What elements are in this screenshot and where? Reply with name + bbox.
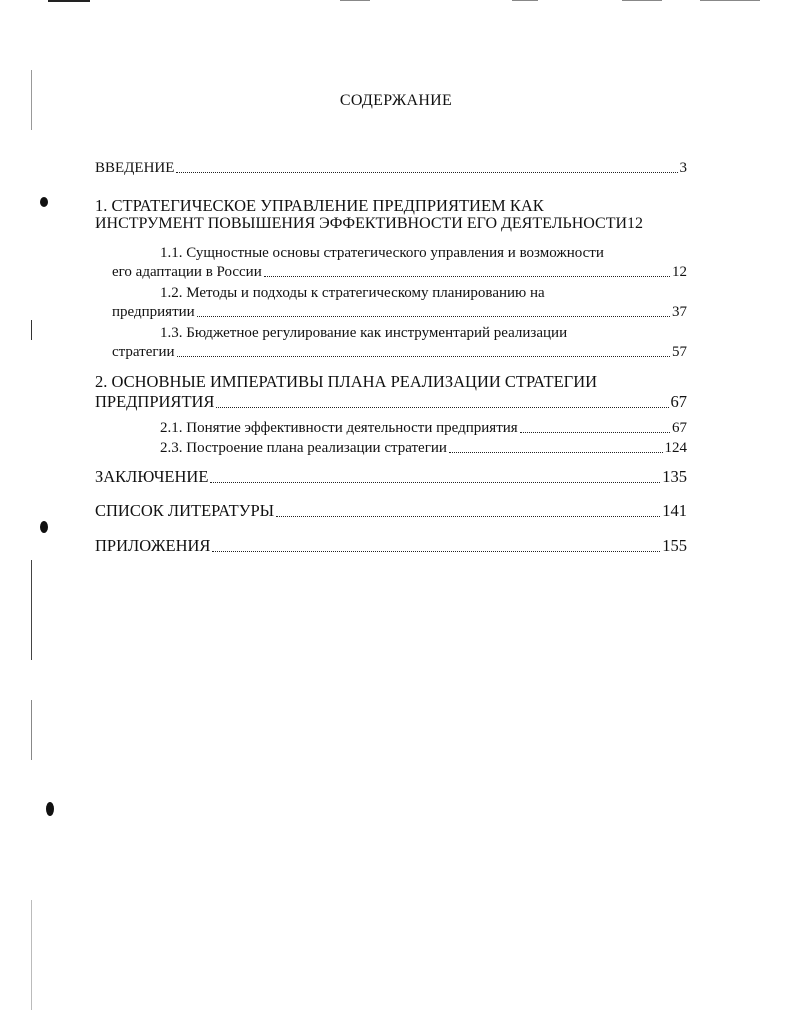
toc-label: предприятии <box>112 304 195 320</box>
dot-leader <box>216 407 668 408</box>
toc-entry-appendices[interactable] <box>95 536 687 556</box>
toc-section-2-1[interactable] <box>160 420 687 437</box>
toc-label: 2.3. Построение плана реализации стратегии <box>160 440 447 456</box>
scan-edge-mark <box>48 0 90 2</box>
toc-section-1-3-line-1[interactable]: 1.3. Бюджетное регулирование как инструментарий реализации <box>160 325 568 341</box>
toc-section-2-3[interactable] <box>160 440 687 457</box>
toc-page-number: 124 <box>664 440 687 456</box>
toc-chapter-1-line-2[interactable]: ИНСТРУМЕНТ ПОВЫШЕНИЯ ЭФФЕКТИВНОСТИ ЕГО ДЕЯТЕЛЬНОСТИ12 <box>95 215 644 232</box>
scan-margin-line <box>31 900 32 1010</box>
toc-entry-introduction[interactable] <box>95 160 687 177</box>
toc-section-1-3[interactable] <box>112 344 687 361</box>
dot-leader <box>449 452 663 453</box>
dot-leader <box>276 516 660 517</box>
toc-label: ЗАКЛЮЧЕНИЕ <box>95 467 209 486</box>
toc-section-1-2-line-1[interactable]: 1.2. Методы и подходы к стратегическому планированию на <box>160 285 545 301</box>
dot-leader <box>212 551 660 552</box>
scan-margin-line <box>31 560 32 660</box>
toc-page-number: 3 <box>679 160 687 176</box>
dot-leader <box>176 172 677 173</box>
toc-chapter-1-line-1[interactable]: 1. СТРАТЕГИЧЕСКОЕ УПРАВЛЕНИЕ ПРЕДПРИЯТИЕМ КАК <box>95 196 544 215</box>
toc-label: ПРЕДПРИЯТИЯ <box>95 392 215 411</box>
toc-section-1-2[interactable] <box>112 304 687 321</box>
punch-hole-mark <box>40 197 48 207</box>
toc-label: СПИСОК ЛИТЕРАТУРЫ <box>95 501 275 520</box>
toc-page-number: 155 <box>662 536 687 555</box>
toc-chapter-2-line-1[interactable]: 2. ОСНОВНЫЕ ИМПЕРАТИВЫ ПЛАНА РЕАЛИЗАЦИИ СТРАТЕГИИ <box>95 372 598 391</box>
toc-label: ВВЕДЕНИЕ <box>95 160 175 176</box>
toc-entry-references[interactable] <box>95 501 687 521</box>
scan-margin-line <box>31 320 32 340</box>
scan-margin-line <box>31 700 32 760</box>
scan-edge-mark <box>700 0 760 1</box>
toc-label: стратегии <box>112 344 175 360</box>
toc-section-1-1[interactable] <box>112 264 687 281</box>
toc-label: 2.1. Понятие эффективности деятельности предприятия <box>160 420 518 436</box>
scan-edge-mark <box>622 0 662 1</box>
dot-leader <box>197 316 670 317</box>
toc-page-number: 37 <box>672 304 687 320</box>
toc-page-number: 12 <box>672 264 687 280</box>
punch-hole-mark <box>40 521 48 533</box>
punch-hole-mark <box>46 802 54 816</box>
toc-chapter-2[interactable] <box>95 392 687 412</box>
toc-page-number: 135 <box>662 467 687 486</box>
dot-leader <box>177 356 670 357</box>
dot-leader <box>520 432 670 433</box>
toc-page-number: 67 <box>670 392 687 411</box>
toc-label: его адаптации в России <box>112 264 262 280</box>
scan-edge-mark <box>340 0 370 1</box>
dot-leader <box>210 482 660 483</box>
toc-label: ПРИЛОЖЕНИЯ <box>95 536 211 555</box>
scan-edge-mark <box>512 0 538 1</box>
dot-leader <box>264 276 670 277</box>
toc-page-number: 67 <box>672 420 687 436</box>
toc-section-1-1-line-1[interactable]: 1.1. Сущностные основы стратегического управления и возможности <box>160 245 604 261</box>
toc-entry-conclusion[interactable] <box>95 467 687 487</box>
toc-page-number: 141 <box>662 501 687 520</box>
toc-page-number: 57 <box>672 344 687 360</box>
page-title: СОДЕРЖАНИЕ <box>339 92 453 109</box>
